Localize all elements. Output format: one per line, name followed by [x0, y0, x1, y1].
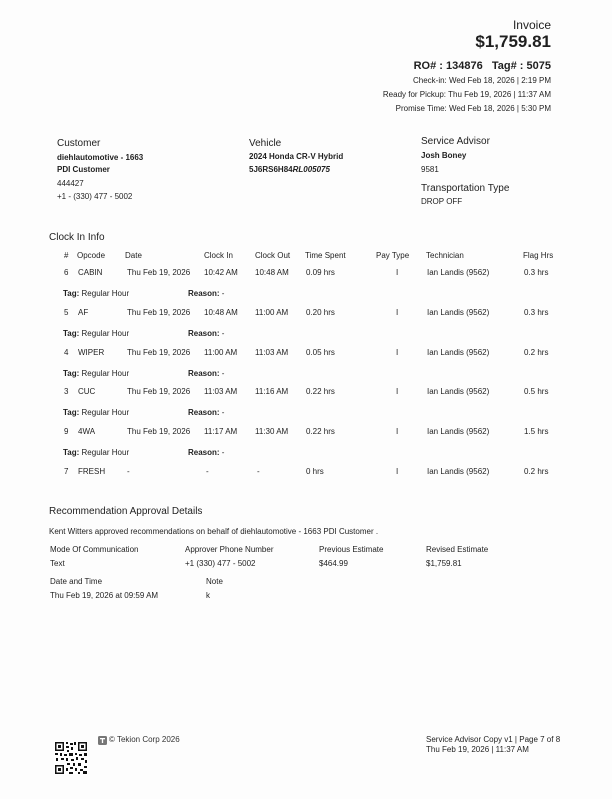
row-tag [63, 448, 129, 457]
tag-label: Tag: [63, 448, 80, 457]
row-opcode: 4WA [78, 427, 96, 436]
approver-phone-value: +1 (330) 477 - 5002 [185, 559, 256, 568]
tag-label: Tag: [63, 329, 80, 338]
vehicle-vin [249, 164, 343, 176]
row-flaghrs: 0.3 hrs [524, 268, 549, 277]
tag-value: Regular Hour [81, 369, 130, 378]
note-value: k [206, 591, 210, 600]
transport-label: Transportation Type [421, 183, 510, 194]
tag-label: Tag: [63, 369, 80, 378]
tag-value: 5075 [526, 60, 551, 72]
row-flaghrs: 0.2 hrs [524, 467, 549, 476]
row-technician: Ian Landis (9562) [427, 308, 490, 317]
promise-time: Promise Time: Wed Feb 18, 2026 | 5:30 PM [395, 104, 551, 113]
datetime-label: Date and Time [50, 577, 103, 586]
row-clockout: 11:00 AM [255, 308, 289, 317]
ro-value: 134876 [445, 60, 483, 72]
row-flaghrs: 0.2 hrs [524, 348, 549, 357]
tag-label: Tag: [63, 408, 80, 417]
customer-label: Customer [57, 138, 101, 149]
mode-label: Mode Of Communication [50, 545, 139, 554]
recommendation-title: Recommendation Approval Details [49, 506, 203, 517]
qr-code-icon [54, 741, 88, 775]
clock-title: Clock In Info [49, 232, 105, 243]
ro-label: RO# [413, 60, 437, 72]
reason-value: - [221, 448, 225, 457]
reason-value: - [221, 369, 225, 378]
row-opcode: WIPER [78, 348, 105, 357]
customer-type: PDI Customer [57, 165, 110, 174]
advisor-block [421, 150, 466, 176]
row-clockin: 11:17 AM [204, 427, 238, 436]
row-date: Thu Feb 19, 2026 [127, 348, 191, 357]
row-clockout: - [257, 467, 260, 476]
row-opcode: CUC [78, 387, 96, 396]
table-row [0, 387, 612, 427]
checkin-time: Check-in: Wed Feb 18, 2026 | 2:19 PM [412, 76, 551, 85]
row-clockout: 11:30 AM [255, 427, 289, 436]
row-opcode: CABIN [78, 268, 103, 277]
customer-name: diehlautomotive - 1663 [57, 153, 144, 162]
note-label: Note [206, 577, 223, 586]
table-row [0, 308, 612, 348]
vehicle-model: 2024 Honda CR-V Hybrid [249, 152, 344, 161]
row-clockin: - [206, 467, 209, 476]
row-num: 4 [64, 348, 69, 357]
col-header-opcode: Opcode [77, 251, 106, 260]
row-opcode: AF [78, 308, 89, 317]
row-num: 5 [64, 308, 69, 317]
row-date: Thu Feb 19, 2026 [127, 268, 191, 277]
row-clockin: 11:00 AM [204, 348, 238, 357]
row-date: Thu Feb 19, 2026 [127, 308, 191, 317]
row-flaghrs: 0.3 hrs [524, 308, 549, 317]
footer-timestamp: Thu Feb 19, 2026 | 11:37 AM [426, 745, 529, 754]
row-clockin: 10:42 AM [204, 268, 238, 277]
row-timespent: 0.22 hrs [306, 427, 335, 436]
vehicle-block [249, 151, 343, 176]
row-date: Thu Feb 19, 2026 [127, 387, 191, 396]
advisor-name: Josh Boney [421, 151, 467, 160]
tag-value: Regular Hour [81, 289, 130, 298]
row-paytype: I [396, 268, 399, 277]
tag-value: Regular Hour [81, 329, 130, 338]
table-row [0, 268, 612, 308]
row-paytype: I [396, 348, 399, 357]
col-header-flaghrs: Flag Hrs [523, 251, 554, 260]
revised-estimate-label: Revised Estimate [426, 545, 489, 554]
row-clockin: 10:48 AM [204, 308, 238, 317]
row-technician: Ian Landis (9562) [427, 268, 490, 277]
row-reason [188, 329, 224, 338]
row-technician: Ian Landis (9562) [427, 427, 490, 436]
row-clockout: 10:48 AM [255, 268, 289, 277]
col-header-num: # [64, 251, 69, 260]
advisor-label: Service Advisor [421, 136, 490, 147]
row-tag [63, 329, 129, 338]
tag-value: Regular Hour [81, 408, 130, 417]
reason-label: Reason: [188, 448, 220, 457]
row-paytype: I [396, 427, 399, 436]
mode-value: Text [50, 559, 65, 568]
row-paytype: I [396, 467, 399, 476]
row-timespent: 0.20 hrs [306, 308, 335, 317]
row-num: 6 [64, 268, 69, 277]
row-date: Thu Feb 19, 2026 [127, 427, 191, 436]
table-row [0, 427, 612, 467]
transport-value: DROP OFF [421, 197, 463, 206]
row-timespent: 0.05 hrs [306, 348, 335, 357]
col-header-technician: Technician [426, 251, 464, 260]
reason-value: - [221, 408, 225, 417]
recommendation-statement: Kent Witters approved recommendations on behalf of diehlautomotive - 1663 PDI Customer . [49, 527, 379, 536]
row-num: 7 [64, 467, 69, 476]
row-clockin: 11:03 AM [204, 387, 238, 396]
row-reason [188, 448, 224, 457]
tag-label: Tag# [491, 60, 517, 72]
col-header-paytype: Pay Type [376, 251, 410, 260]
reason-label: Reason: [188, 369, 220, 378]
customer-id: 444427 [57, 179, 84, 188]
col-header-clockin: Clock In [204, 251, 233, 260]
reason-value: - [221, 289, 225, 298]
row-tag [63, 289, 129, 298]
ro-tag-line: RO# : 134876 Tag# : 5075 [413, 60, 551, 72]
row-paytype: I [396, 308, 399, 317]
ready-time: Ready for Pickup: Thu Feb 19, 2026 | 11:37 AM [382, 90, 551, 99]
row-timespent: 0.22 hrs [306, 387, 335, 396]
row-reason [188, 369, 224, 378]
row-date: - [127, 467, 130, 476]
row-reason [188, 289, 224, 298]
approver-phone-label: Approver Phone Number [185, 545, 274, 554]
reason-value: - [221, 329, 225, 338]
previous-estimate-label: Previous Estimate [319, 545, 384, 554]
invoice-title: Invoice [512, 18, 551, 32]
reason-label: Reason: [188, 289, 220, 298]
row-flaghrs: 1.5 hrs [524, 427, 549, 436]
col-header-date: Date [125, 251, 142, 260]
vin-suffix: RL005075 [292, 165, 330, 174]
col-header-clockout: Clock Out [255, 251, 291, 260]
table-row [0, 467, 612, 507]
reason-label: Reason: [188, 329, 220, 338]
row-technician: Ian Landis (9562) [427, 387, 490, 396]
row-technician: Ian Landis (9562) [427, 467, 490, 476]
advisor-id: 9581 [421, 165, 439, 174]
row-timespent: 0 hrs [306, 467, 324, 476]
invoice-amount: $1,759.81 [475, 32, 551, 51]
row-reason [188, 408, 224, 417]
footer-copyright: © Tekion Corp 2026 [109, 735, 180, 744]
row-num: 3 [64, 387, 69, 396]
row-timespent: 0.09 hrs [306, 268, 335, 277]
row-tag [63, 408, 129, 417]
datetime-value: Thu Feb 19, 2026 at 09:59 AM [50, 591, 159, 600]
row-clockout: 11:16 AM [255, 387, 289, 396]
row-tag [63, 369, 129, 378]
tag-label: Tag: [63, 289, 80, 298]
row-clockout: 11:03 AM [255, 348, 289, 357]
revised-estimate-value: $1,759.81 [426, 559, 462, 568]
col-header-timespent: Time Spent [305, 251, 346, 260]
row-paytype: I [396, 387, 399, 396]
row-flaghrs: 0.5 hrs [524, 387, 549, 396]
tekion-logo-icon [98, 736, 107, 747]
customer-phone: +1 - (330) 477 - 5002 [57, 192, 133, 201]
tag-value: Regular Hour [81, 448, 130, 457]
row-num: 9 [64, 427, 69, 436]
vin-prefix: 5J6RS6H84 [249, 165, 293, 174]
row-opcode: FRESH [78, 467, 106, 476]
table-row [0, 348, 612, 388]
customer-block [57, 152, 143, 203]
row-technician: Ian Landis (9562) [427, 348, 490, 357]
vehicle-label: Vehicle [249, 138, 282, 149]
previous-estimate-value: $464.99 [319, 559, 348, 568]
footer-copy-info: Service Advisor Copy v1 | Page 7 of 8 [426, 735, 561, 744]
reason-label: Reason: [188, 408, 220, 417]
